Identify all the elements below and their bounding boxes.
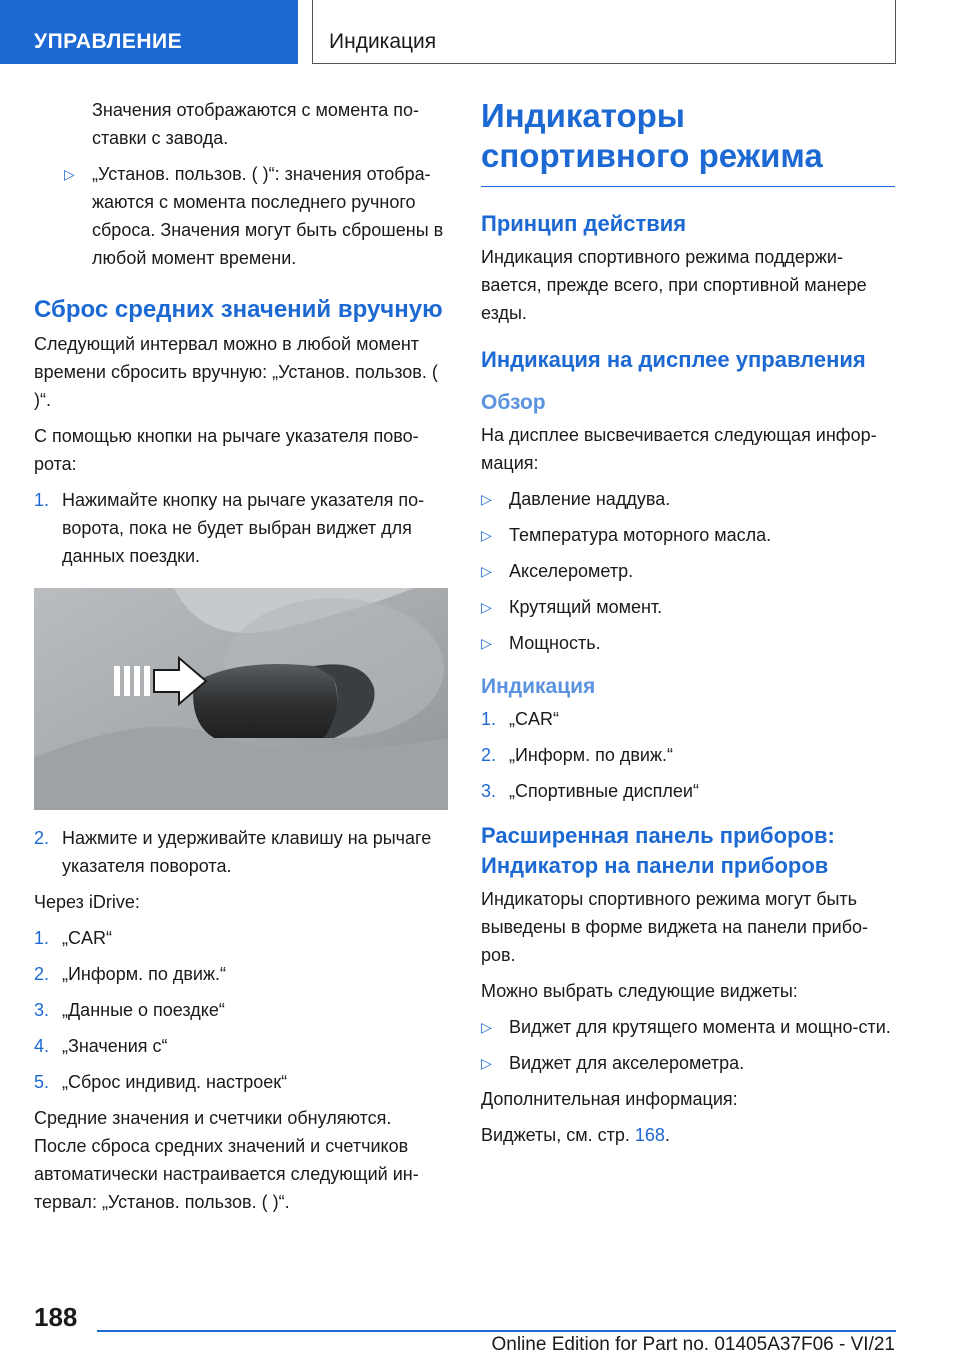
- footer-divider: [97, 1330, 896, 1332]
- step-number: 5.: [34, 1072, 50, 1092]
- section-header: УПРАВЛЕНИЕ: [0, 0, 298, 64]
- left-column: [34, 96, 448, 1224]
- step-number: 2.: [34, 828, 50, 848]
- footer-edition: Online Edition for Part no. 01405A37F06 - VI/21: [491, 1334, 895, 1355]
- list-item: [481, 1013, 895, 1041]
- list-item: [481, 1049, 895, 1077]
- bullet-text: Крутящий момент.: [509, 597, 663, 617]
- step-text: „Информ. по движ.“: [62, 964, 226, 984]
- heading-overview: Обзор: [481, 391, 546, 414]
- step-number: 4.: [34, 1036, 50, 1056]
- step-number: 1.: [481, 709, 497, 729]
- page-number: 188: [34, 1302, 78, 1332]
- triangle-bullet-icon: ▷: [481, 635, 492, 651]
- list-item: [481, 593, 895, 621]
- see-label: Виджеты, см. стр.: [481, 1125, 635, 1145]
- step-number: 1.: [34, 490, 50, 510]
- triangle-bullet-icon: ▷: [481, 1055, 492, 1071]
- page-link[interactable]: 168: [634, 1125, 665, 1145]
- turn-signal-lever-illustration: [34, 588, 448, 810]
- more-info-text: Дополнительная информация:: [481, 1089, 738, 1109]
- step-text: „CAR“: [509, 709, 559, 729]
- intro-text: Значения отображаются с момента по-ставки с завода.: [92, 100, 420, 148]
- list-item: [34, 924, 448, 952]
- triangle-bullet-icon: ▷: [481, 563, 492, 579]
- list-item: [481, 521, 895, 549]
- heading-control-display: Индикация на дисплее управления: [481, 347, 866, 372]
- list-item: [34, 960, 448, 988]
- bullet-text: „Установ. пользов. ( )“: значения отобра-жаются с момента последнего ручного сброса. Значения могут быть сброшены в любой момент времени.: [92, 164, 444, 268]
- panel-text: Индикаторы спортивного режима могут быть выведены в форме виджета на панели прибо-ров.: [481, 889, 869, 965]
- step-text: Нажмите и удерживайте клавишу на рычаге указателя поворота.: [62, 828, 432, 876]
- triangle-bullet-icon: ▷: [481, 1019, 492, 1035]
- right-column: [481, 96, 895, 1157]
- heading-instrument-panel: Расширенная панель приборов: Индикатор на панели приборов: [481, 823, 835, 878]
- final-text: Средние значения и счетчики обнуляются. После сброса средних значений и счетчиков автоматически настраивается следующий ин-тервал: „Установ. пользов. ( )“.: [34, 1108, 419, 1212]
- chapter-header: Индикация: [312, 0, 896, 64]
- list-item: [34, 996, 448, 1024]
- triangle-bullet-icon: ▷: [481, 491, 492, 507]
- step-number: 2.: [481, 745, 497, 765]
- list-item: [481, 741, 895, 769]
- step-text: „Сброс индивид. настроек“: [62, 1072, 288, 1092]
- list-item: [34, 1032, 448, 1060]
- bullet-text: Мощность.: [509, 633, 601, 653]
- see-page-text: [481, 1121, 895, 1149]
- list-item: [34, 160, 448, 272]
- idrive-text: Через iDrive:: [34, 892, 140, 912]
- step-number: 3.: [481, 781, 497, 801]
- step-number: 2.: [34, 964, 50, 984]
- step-number: 3.: [34, 1000, 50, 1020]
- list-item: [481, 777, 895, 805]
- step-number: 1.: [34, 928, 50, 948]
- bullet-text: Давление наддува.: [509, 489, 671, 509]
- list-item: [481, 485, 895, 513]
- step-text: Нажимайте кнопку на рычаге указателя по-ворота, пока не будет выбран виджет для данных поездки.: [62, 490, 425, 566]
- step-text: „Значения с“: [62, 1036, 168, 1056]
- triangle-bullet-icon: ▷: [64, 166, 75, 182]
- triangle-bullet-icon: ▷: [481, 599, 492, 615]
- bullet-text: Акселерометр.: [509, 561, 634, 581]
- bullet-text: Виджет для акселерометра.: [509, 1053, 745, 1073]
- heading-principle: Принцип действия: [481, 211, 687, 236]
- step-text: „Информ. по движ.“: [509, 745, 673, 765]
- step-text: „CAR“: [62, 928, 112, 948]
- bullet-text: Температура моторного масла.: [509, 525, 772, 545]
- heading-reset: Сброс средних значений вручную: [34, 296, 443, 323]
- heading-sport-displays: Индикаторы спортивного режима: [481, 96, 895, 187]
- heading-indication: Индикация: [481, 675, 596, 698]
- list-item: [481, 557, 895, 585]
- reset-text-2: С помощью кнопки на рычаге указателя пово-рота:: [34, 426, 419, 474]
- list-item: [481, 705, 895, 733]
- step-text: „Спортивные дисплеи“: [509, 781, 699, 801]
- principle-text: Индикация спортивного режима поддержи-вается, прежде всего, при спортивной манере езды.: [481, 247, 867, 323]
- bullet-text: Виджет для крутящего момента и мощно-сти.: [509, 1017, 891, 1037]
- triangle-bullet-icon: ▷: [481, 527, 492, 543]
- overview-text: На дисплее высвечивается следующая инфор-мация:: [481, 425, 877, 473]
- lever-photo: [34, 588, 448, 810]
- see-end: .: [664, 1125, 670, 1145]
- widgets-text: Можно выбрать следующие виджеты:: [481, 981, 798, 1001]
- list-item: [34, 824, 448, 880]
- reset-text-1: Следующий интервал можно в любой момент времени сбросить вручную: „Установ. пользов. ( )“.: [34, 334, 438, 410]
- step-text: „Данные о поездке“: [62, 1000, 225, 1020]
- list-item: [481, 629, 895, 657]
- list-item: [34, 1068, 448, 1096]
- list-item: [34, 486, 448, 570]
